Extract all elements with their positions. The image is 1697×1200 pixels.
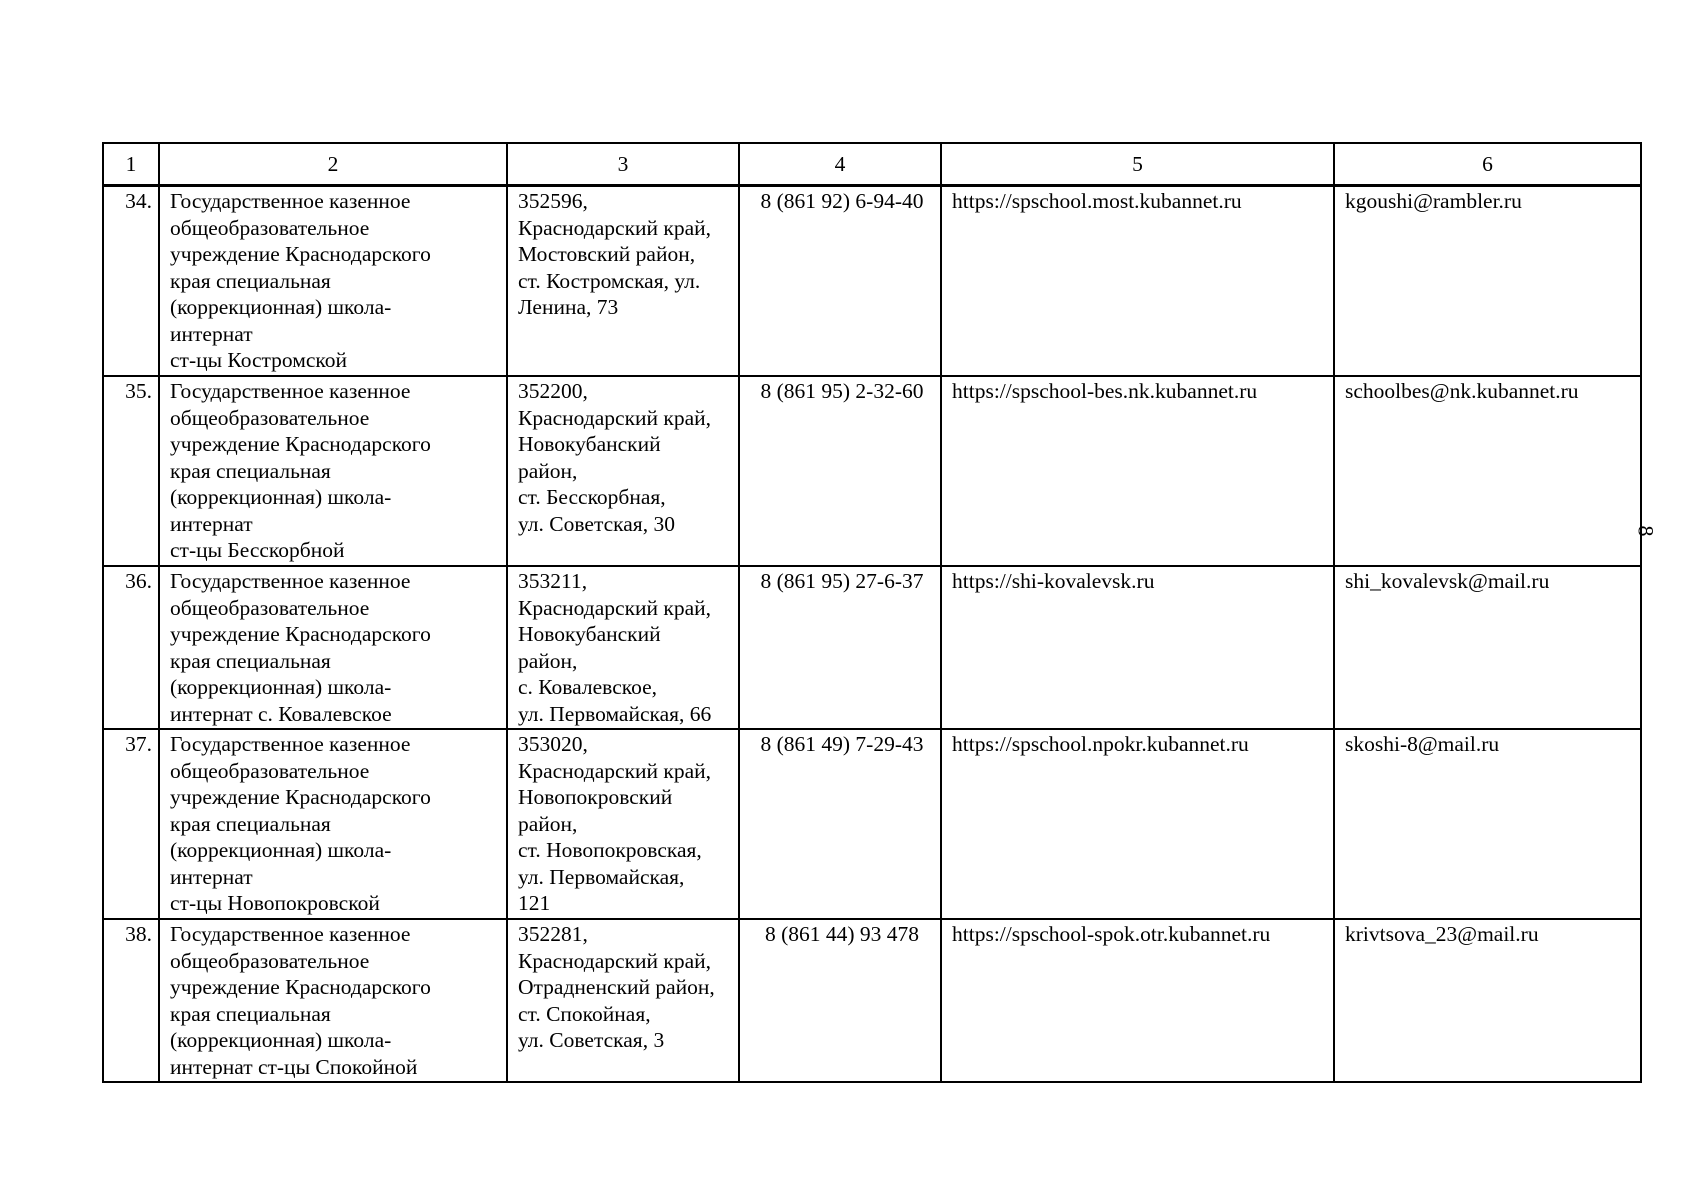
row-number: 35. [103, 376, 159, 566]
column-header-4: 4 [739, 143, 941, 186]
table-row [103, 566, 1641, 729]
institution-website: https://spschool.npokr.kubannet.ru [941, 729, 1334, 919]
table-row [103, 919, 1641, 1082]
column-header-2: 2 [159, 143, 507, 186]
institution-name: Государственное казенное общеобразовательное учреждение Краснодарского края специальная (коррекционная) школа- интернат ст-цы Бесскорбной [159, 376, 507, 566]
institution-phone: 8 (861 95) 27-6-37 [739, 566, 941, 729]
row-number: 34. [103, 186, 159, 377]
institution-address: 352596, Краснодарский край, Мостовский район, ст. Костромская, ул. Ленина, 73 [507, 186, 739, 377]
institution-email: schoolbes@nk.kubannet.ru [1334, 376, 1641, 566]
institution-phone: 8 (861 92) 6-94-40 [739, 186, 941, 377]
column-header-1: 1 [103, 143, 159, 186]
institution-email: krivtsova_23@mail.ru [1334, 919, 1641, 1082]
institution-address: 352200, Краснодарский край, Новокубанский район, ст. Бесскорбная, ул. Советская, 30 [507, 376, 739, 566]
page-number: 8 [1633, 525, 1659, 537]
schools-table [102, 142, 1642, 1083]
row-number: 38. [103, 919, 159, 1082]
institution-website: https://spschool-spok.otr.kubannet.ru [941, 919, 1334, 1082]
institution-email: shi_kovalevsk@mail.ru [1334, 566, 1641, 729]
institution-email: kgoushi@rambler.ru [1334, 186, 1641, 377]
table-header-row [103, 143, 1641, 186]
institution-website: https://spschool-bes.nk.kubannet.ru [941, 376, 1334, 566]
row-number: 37. [103, 729, 159, 919]
row-number: 36. [103, 566, 159, 729]
institution-name: Государственное казенное общеобразовательное учреждение Краснодарского края специальная (коррекционная) школа- интернат ст-цы Спокойной [159, 919, 507, 1082]
column-header-3: 3 [507, 143, 739, 186]
institution-email: skoshi-8@mail.ru [1334, 729, 1641, 919]
institution-name: Государственное казенное общеобразовательное учреждение Краснодарского края специальная (коррекционная) школа- интернат ст-цы Костромской [159, 186, 507, 377]
institution-name: Государственное казенное общеобразовательное учреждение Краснодарского края специальная (коррекционная) школа- интернат ст-цы Новопокровской [159, 729, 507, 919]
institution-address: 353020, Краснодарский край, Новопокровский район, ст. Новопокровская, ул. Первомайская, 121 [507, 729, 739, 919]
institution-website: https://spschool.most.kubannet.ru [941, 186, 1334, 377]
institution-phone: 8 (861 95) 2-32-60 [739, 376, 941, 566]
institution-address: 352281, Краснодарский край, Отрадненский район, ст. Спокойная, ул. Советская, 3 [507, 919, 739, 1082]
table-row [103, 186, 1641, 377]
column-header-6: 6 [1334, 143, 1641, 186]
column-header-5: 5 [941, 143, 1334, 186]
institution-website: https://shi-kovalevsk.ru [941, 566, 1334, 729]
institution-phone: 8 (861 49) 7-29-43 [739, 729, 941, 919]
institution-name: Государственное казенное общеобразовательное учреждение Краснодарского края специальная (коррекционная) школа- интернат с. Ковалевское [159, 566, 507, 729]
institution-address: 353211, Краснодарский край, Новокубанский район, с. Ковалевское, ул. Первомайская, 66 [507, 566, 739, 729]
table-row [103, 729, 1641, 919]
table-row [103, 376, 1641, 566]
institution-phone: 8 (861 44) 93 478 [739, 919, 941, 1082]
